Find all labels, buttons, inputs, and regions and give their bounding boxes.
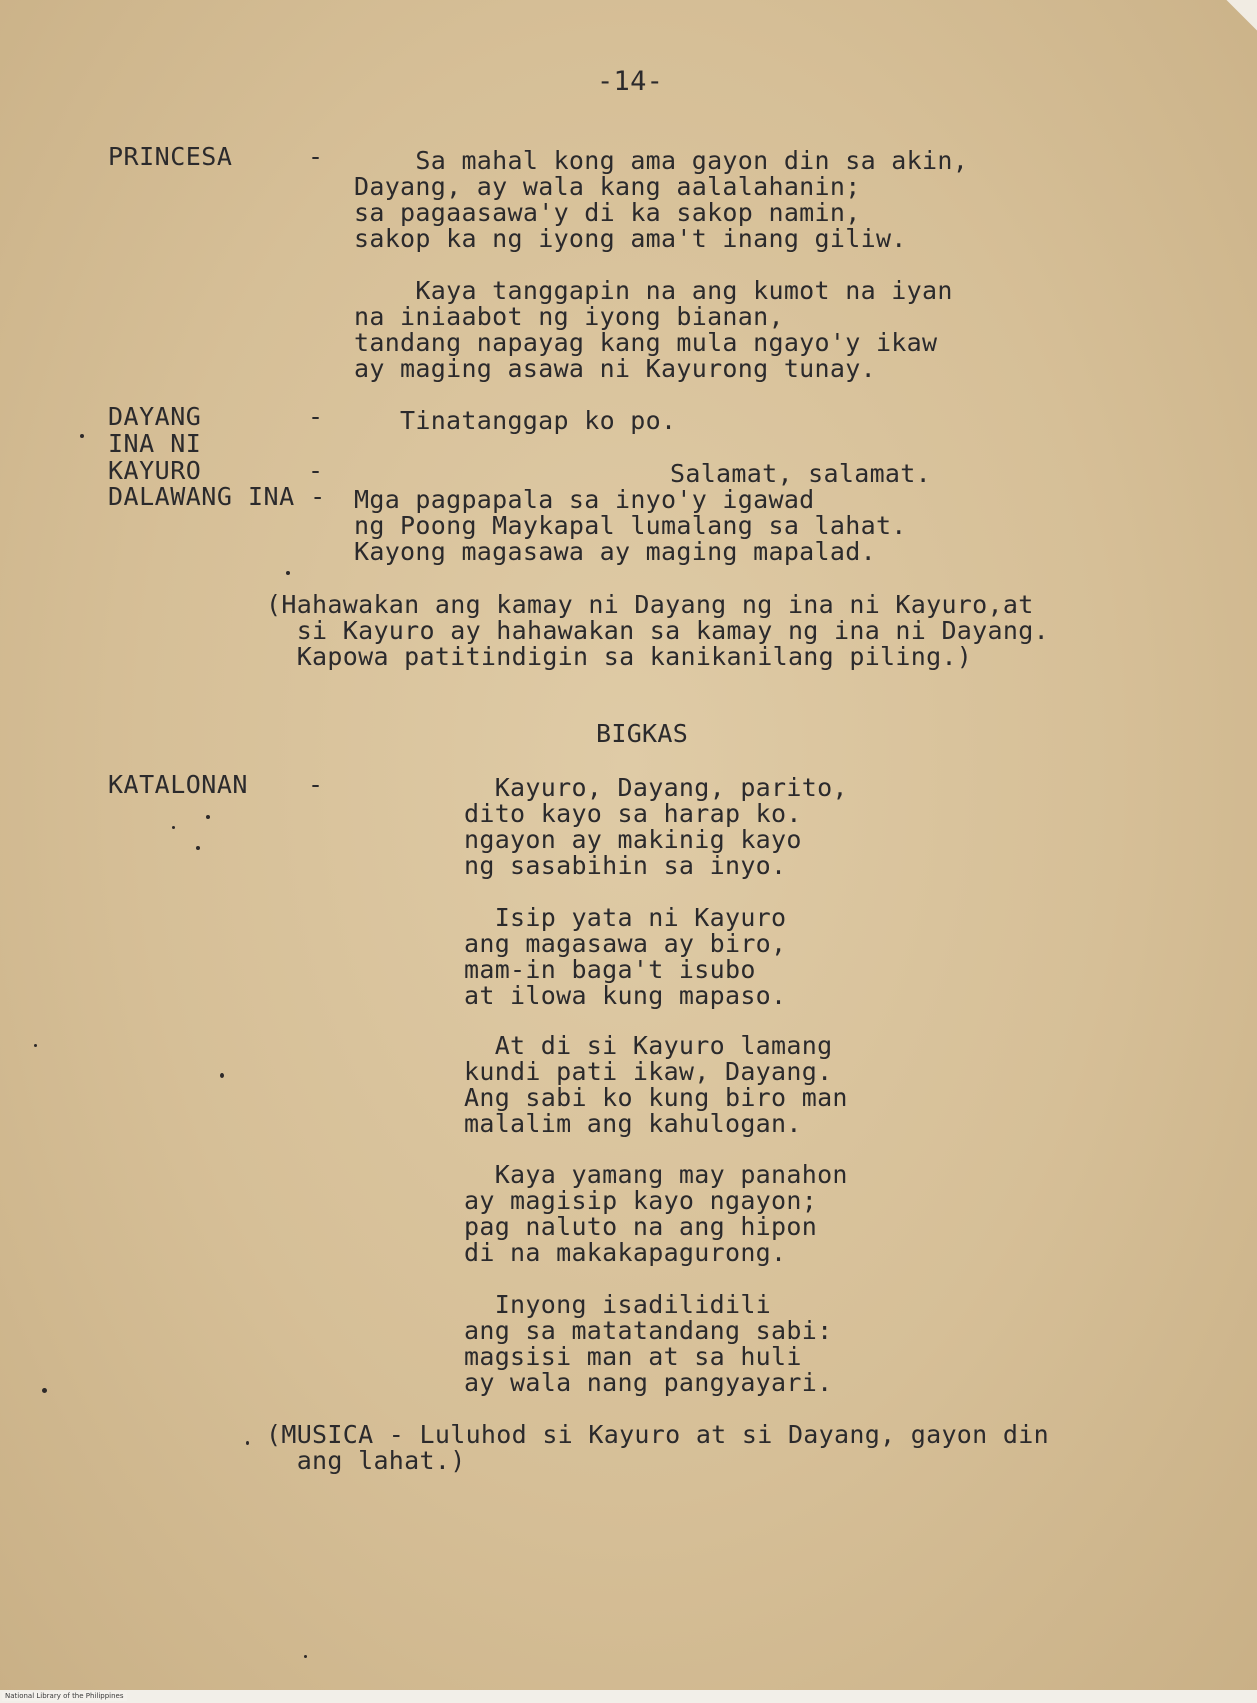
torn-corner [1197, 0, 1257, 40]
verse-line: tandang napayag kang mula ngayo'y ikaw [354, 328, 938, 357]
verse-line: Mga pagpapala sa inyo'y igawad [354, 485, 815, 514]
speaker-dash: - [308, 770, 324, 799]
verse-line: ng sasabihin sa inyo. [464, 851, 787, 880]
page-number: -14- [597, 66, 664, 97]
paper-speck [34, 1044, 37, 1047]
verse-line: ngayon ay makinig kayo [464, 825, 802, 854]
verse-line: At di si Kayuro lamang [464, 1031, 833, 1060]
verse-line: Isip yata ni Kayuro [464, 903, 787, 932]
verse-line: Kaya tanggapin na ang kumot na iyan [354, 276, 953, 305]
speaker-dayang: DAYANG [108, 402, 202, 431]
verse-line: pag naluto na ang hipon [464, 1212, 818, 1241]
verse-line: Dayang, ay wala kang aalalahanin; [354, 172, 861, 201]
dialogue-line: Tinatanggap ko po. [400, 406, 677, 435]
paper-speck [196, 846, 200, 850]
stage-direction-line: (MUSICA - Luluhod si Kayuro at si Dayang, gayon din [266, 1420, 1049, 1449]
paper-speck [220, 1073, 224, 1078]
verse-line: Sa mahal kong ama gayon din sa akin, [354, 146, 969, 175]
paper-speck [80, 434, 84, 438]
verse-line: ay magisip kayo ngayon; [464, 1186, 818, 1215]
speaker-katalonan: KATALONAN [108, 770, 248, 799]
verse-line: Ang sabi ko kung biro man [464, 1083, 848, 1112]
verse-line: ay wala nang pangyayari. [464, 1368, 833, 1397]
paper-speck [246, 1441, 249, 1445]
footer-strip [0, 1690, 1257, 1703]
paper-speck [42, 1388, 47, 1393]
verse-line: ang sa matatandang sabi: [464, 1316, 833, 1345]
verse-line: ng Poong Maykapal lumalang sa lahat. [354, 511, 907, 540]
paper-speck [304, 1655, 307, 1658]
verse-line: Kayuro, Dayang, parito, [464, 773, 848, 802]
verse-line: kundi pati ikaw, Dayang. [464, 1057, 833, 1086]
verse-line: Kaya yamang may panahon [464, 1160, 848, 1189]
speaker-dash: - [308, 456, 324, 485]
footer-credit: National Library of the Philippines [2, 1692, 127, 1701]
stage-direction-line: (Hahawakan ang kamay ni Dayang ng ina ni Kayuro,at [266, 590, 1034, 619]
verse-line: at ilowa kung mapaso. [464, 981, 787, 1010]
paper-speck [172, 826, 175, 829]
verse-line: sa pagaasawa'y di ka sakop namin, [354, 198, 861, 227]
paper-speck [206, 815, 210, 819]
verse-line: malalim ang kahulogan. [464, 1109, 802, 1138]
verse-line: Kayong magasawa ay maging mapalad. [354, 537, 876, 566]
speaker-ina-ni-kayuro-2: KAYURO [108, 456, 202, 485]
verse-line: di na makakapagurong. [464, 1238, 787, 1267]
verse-line: Inyong isadilidili [464, 1290, 772, 1319]
verse-line: dito kayo sa harap ko. [464, 799, 802, 828]
stage-direction-line: Kapowa patitindigin sa kanikanilang piling.) [266, 642, 973, 671]
verse-line: ay maging asawa ni Kayurong tunay. [354, 354, 876, 383]
verse-line: ang magasawa ay biro, [464, 929, 787, 958]
speaker-princesa: PRINCESA [108, 142, 233, 171]
paper-speck [286, 571, 290, 575]
verse-line: na iniaabot ng iyong bianan, [354, 302, 784, 331]
verse-line: magsisi man at sa huli [464, 1342, 802, 1371]
speaker-dalawang-ina: DALAWANG INA - [108, 482, 326, 511]
stage-direction-line: si Kayuro ay hahawakan sa kamay ng ina ni Dayang. [266, 616, 1049, 645]
dialogue-line: Salamat, salamat. [670, 459, 931, 488]
verse-line: mam-in baga't isubo [464, 955, 756, 984]
speaker-ina-ni-kayuro: INA NI [108, 429, 202, 458]
speaker-dash: - [308, 402, 324, 431]
section-title: BIGKAS [596, 719, 689, 748]
speaker-dash: - [308, 142, 324, 171]
verse-line: sakop ka ng iyong ama't inang giliw. [354, 224, 907, 253]
stage-direction-line: ang lahat.) [266, 1446, 466, 1475]
